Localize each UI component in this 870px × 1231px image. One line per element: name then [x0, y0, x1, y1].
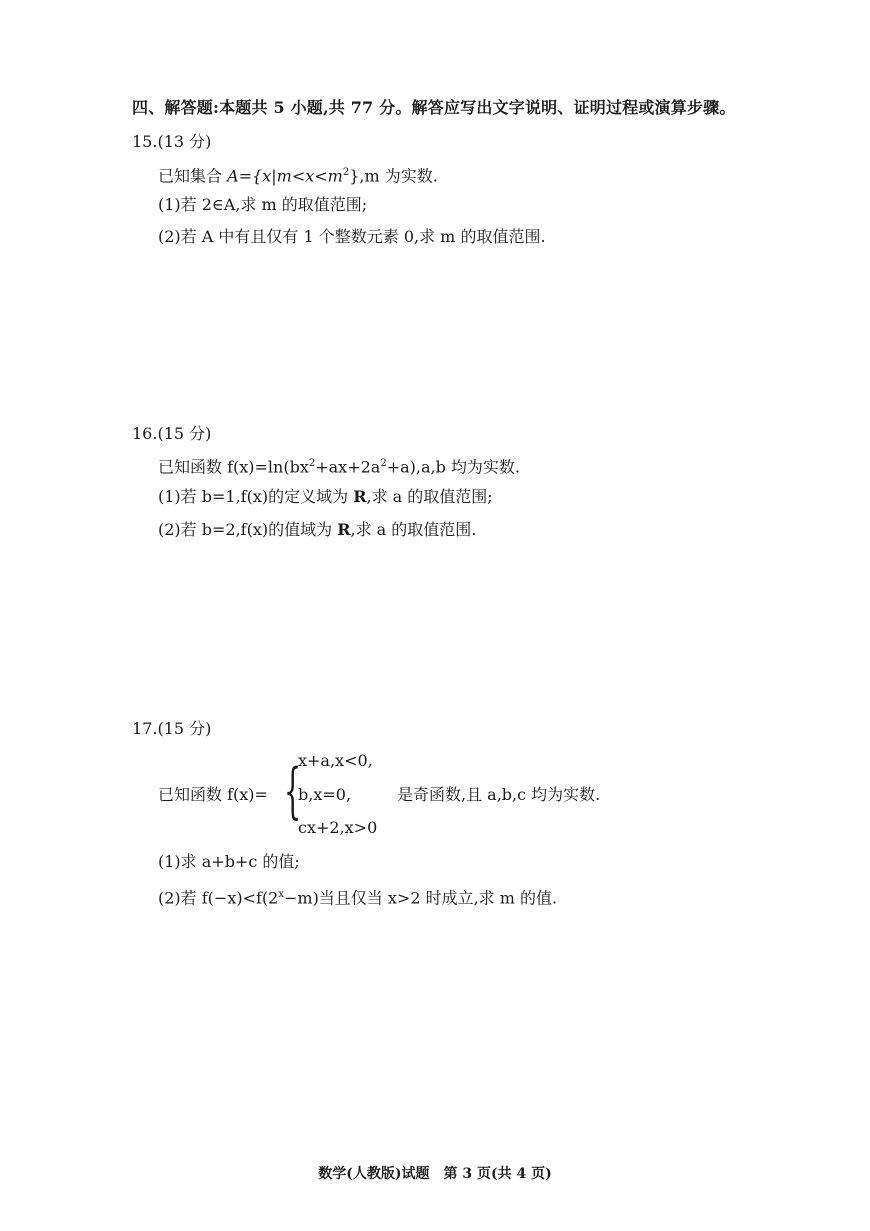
- problem-15-stem: 已知集合 $A=\{x|m<x<m^2\},m$ 为实数.: [158, 166, 438, 186]
- problem-15-part-2: (2)若 A 中有且仅有 1 个整数元素 0,求 m 的取值范围.: [158, 227, 546, 246]
- piecewise-case-2: b,x=0,: [298, 785, 352, 804]
- problem-17-stem-prefix: 已知函数 f(x)=: [158, 785, 268, 804]
- problem-16-stem: 已知函数 $f(x)=\ln(bx^2+ax+2a^2+a),a,b$ 均为实数.: [158, 457, 521, 477]
- page-footer: 数学(人教版)试题 第 3 页(共 4 页): [318, 1166, 552, 1182]
- problem-17-number: 17.(15 分): [132, 719, 212, 738]
- piecewise-case-1: x+a,x<0,: [298, 751, 373, 770]
- problem-17-part-1: (1)求 a+b+c 的值;: [158, 852, 300, 871]
- piecewise-case-3: cx+2,x>0: [298, 818, 378, 837]
- problem-15-number: 15.(13 分): [132, 132, 212, 151]
- problem-16-part-1: (1)若 b=1,f(x)的定义域为 R,求 a 的取值范围;: [158, 487, 493, 506]
- problem-17-stem-suffix: 是奇函数,且 a,b,c 均为实数.: [397, 785, 601, 804]
- problem-16-part-2: (2)若 b=2,f(x)的值域为 R,求 a 的取值范围.: [158, 520, 477, 539]
- section-heading: 四、解答题:本题共 5 小题,共 77 分。解答应写出文字说明、证明过程或演算步骤。: [132, 98, 736, 117]
- problem-15-part-1: (1)若 2∈A,求 m 的取值范围;: [158, 195, 368, 214]
- problem-17-part-2: (2)若 $f(-x)<f(2^x-m)$当且仅当 x>2 时成立,求 m 的值.: [158, 888, 558, 908]
- piecewise-brace: {: [284, 756, 302, 826]
- problem-16-number: 16.(15 分): [132, 424, 212, 443]
